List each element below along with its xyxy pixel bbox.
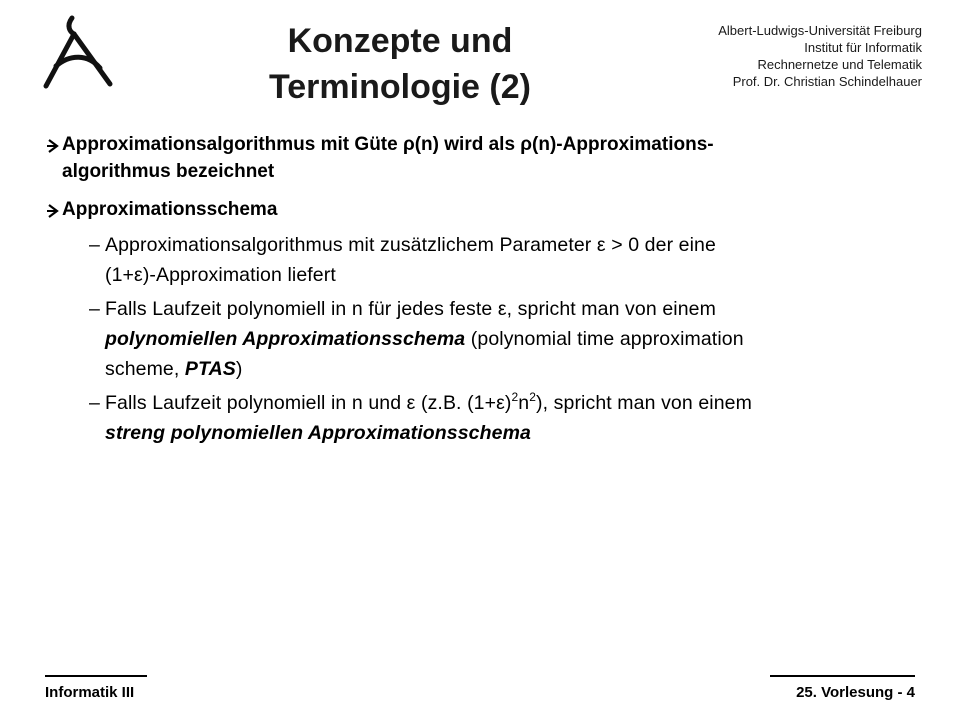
sub-bullet-ptas	[89, 294, 906, 384]
arrow-bullet-icon	[46, 196, 62, 223]
sub-text-line: (1+ε)-Approximation liefert	[105, 264, 336, 286]
sub-text-line	[105, 388, 906, 418]
dash-marker: –	[89, 298, 100, 320]
footer-divider-left	[45, 675, 147, 677]
institution-line: Albert-Ludwigs-Universität Freiburg	[718, 23, 922, 38]
bullet-approximation-scheme	[46, 196, 906, 223]
sub-text-line	[105, 354, 906, 384]
institution-line: Rechnernetze und Telematik	[757, 57, 922, 72]
sub-text-fragment: scheme,	[105, 358, 185, 380]
slide-content	[46, 131, 906, 452]
arrow-bullet-icon	[46, 131, 62, 158]
footer-divider-right	[770, 675, 915, 677]
sub-text-line	[105, 324, 906, 354]
institution-line: Institut für Informatik	[804, 40, 922, 55]
institution-block	[602, 22, 922, 90]
exponent: 2	[529, 389, 537, 404]
sub-text-fragment: (polynomial time approximation	[465, 328, 744, 350]
sub-text-line	[105, 418, 906, 448]
sub-bullet-list	[89, 230, 906, 448]
sub-text-line: Falls Laufzeit polynomiell in n für jedes feste ε, spricht man von einem	[105, 298, 716, 320]
term-ptas-definition: polynomiellen Approximationsschema	[105, 328, 466, 350]
dash-marker: –	[89, 392, 100, 414]
sub-text-line: Approximationsalgorithmus mit zusätzlichem Parameter ε > 0 der eine	[105, 234, 716, 256]
footer-course: Informatik III	[45, 684, 135, 701]
sub-text-fragment: Falls Laufzeit polynomiell in n und ε (z.B. (1+ε)	[105, 392, 512, 414]
title-line-2: Terminologie (2)	[269, 68, 531, 106]
bullet-text-line: Approximationsschema	[62, 199, 278, 220]
dash-marker: –	[89, 234, 100, 256]
term-fptas-definition: streng polynomiellen Approximationsschema	[105, 422, 531, 444]
exponent: 2	[511, 389, 519, 404]
sub-bullet-fptas	[89, 388, 906, 448]
sub-bullet-parameter	[89, 230, 906, 290]
institution-line: Prof. Dr. Christian Schindelhauer	[732, 74, 922, 89]
university-logo-icon	[30, 10, 120, 90]
sub-text-fragment: n	[518, 392, 530, 414]
bullet-text-line: algorithmus bezeichnet	[62, 161, 275, 182]
title-line-1: Konzepte und	[287, 22, 513, 60]
sub-text-fragment: ), spricht man von einem	[536, 392, 752, 414]
bullet-approximation-algorithm	[46, 131, 906, 185]
term-ptas-abbrev: PTAS	[184, 358, 236, 380]
bullet-text-line: Approximationsalgorithmus mit Güte ρ(n) wird als ρ(n)-Approximations-	[62, 134, 714, 155]
footer-lecture-page: 25. Vorlesung - 4	[796, 684, 915, 701]
page-title	[200, 18, 600, 110]
sub-text-fragment: )	[235, 358, 243, 380]
